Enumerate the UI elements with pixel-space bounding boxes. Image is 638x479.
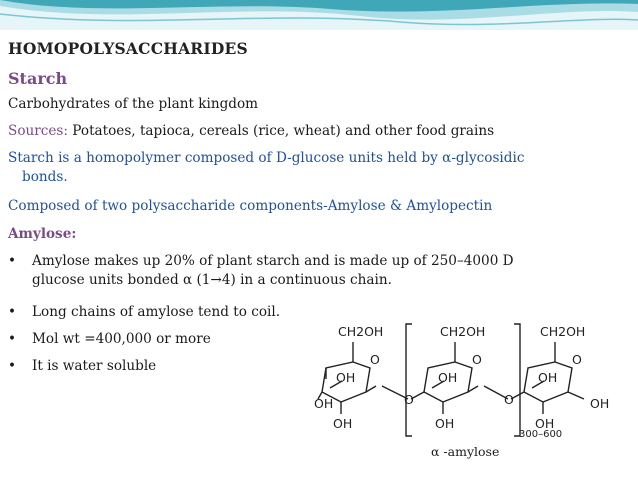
oh-label-r3-bottom: OH <box>535 416 555 431</box>
ch2oh-label-3: CH2OH <box>540 324 586 339</box>
amylose-heading: Amylose: <box>8 226 77 242</box>
oh-label-r1-bottom: OH <box>333 416 353 431</box>
oh-label-r3-top: OH <box>538 370 558 385</box>
bullet-text-line-1: Amylose makes up 20% of plant starch and is made up of 250–4000 D <box>32 253 514 269</box>
bullet-text: Mol wt =400,000 or more <box>32 331 211 347</box>
ch2oh-label-1: CH2OH <box>338 324 384 339</box>
slide-title: HOMOPOLYSACCHARIDES <box>8 39 248 58</box>
bullet-item-coil <box>8 303 280 322</box>
bullet-icon: • <box>8 304 17 320</box>
ring-o-label-2: O <box>472 352 482 367</box>
bullet-item-composition <box>8 252 620 290</box>
top-wave-banner <box>0 0 638 30</box>
oh-label-r2-top: OH <box>438 370 458 385</box>
sources-label: Sources: <box>8 123 68 139</box>
oh-label-r3-right: OH <box>590 396 610 411</box>
bullet-text: Long chains of amylose tend to coil. <box>32 304 281 320</box>
amylose-structure-diagram <box>308 316 628 444</box>
sources-text: Potatoes, tapioca, cereals (rice, wheat) and other food grains <box>67 123 495 139</box>
link-o-label-2: O <box>504 392 514 407</box>
starch-heading: Starch <box>8 69 68 88</box>
repeat-count-label: 300–600 <box>519 429 563 440</box>
components-text: Composed of two polysaccharide components-Amylose & Amylopectin <box>8 198 493 214</box>
oh-label-r1-top: OH <box>336 370 356 385</box>
bullet-item-soluble <box>8 357 156 376</box>
homopolymer-line-2: bonds. <box>22 169 68 185</box>
bullet-item-molwt <box>8 330 211 349</box>
oh-label-r2-bottom: OH <box>435 416 455 431</box>
bullet-icon: • <box>8 358 17 374</box>
bullet-text-line-2: glucose units bonded α (1→4) in a continuous chain. <box>32 272 392 288</box>
bullet-text: It is water soluble <box>32 358 157 374</box>
amylose-caption: α -amylose <box>431 444 500 459</box>
ring-o-label-1: O <box>370 352 380 367</box>
plant-kingdom-text: Carbohydrates of the plant kingdom <box>8 96 259 112</box>
ring-o-label-3: O <box>572 352 582 367</box>
sources-line <box>8 122 494 141</box>
bullet-icon: • <box>8 331 17 347</box>
bullet-icon: • <box>8 253 17 269</box>
ch2oh-label-2: CH2OH <box>440 324 486 339</box>
oh-label-r1-left: OH <box>314 396 334 411</box>
link-o-label-1: O <box>404 392 414 407</box>
homopolymer-line-1: Starch is a homopolymer composed of D-glucose units held by α-glycosidic <box>8 150 525 166</box>
